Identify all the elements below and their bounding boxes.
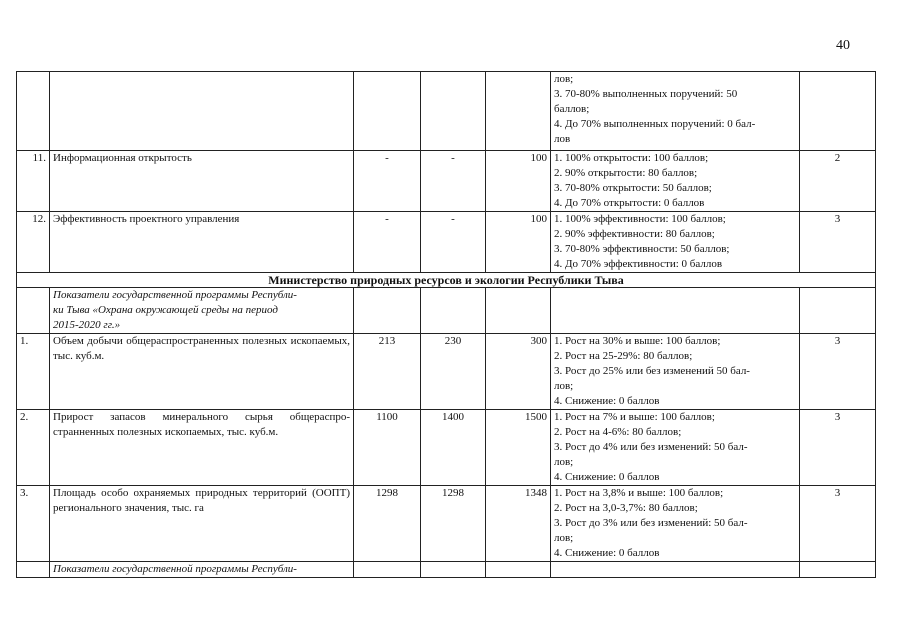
table-row	[17, 151, 876, 212]
value-2	[421, 72, 486, 151]
weight	[800, 72, 876, 151]
subheader-line: ки Тыва «Охрана окружающей среды на период	[53, 304, 278, 316]
value-1: 1298	[354, 486, 421, 562]
subheader-row	[17, 562, 876, 578]
criteria-line: 2. Рост на 4-6%: 80 баллов;	[554, 426, 682, 438]
criteria-line: 3. Рост до 3% или без изменений: 50 бал-	[554, 517, 748, 529]
indicator-name: Площадь особо охраняемых природных территорий (ООПТ) регионального значения, тыс. га	[50, 486, 354, 562]
criteria-line: 1. 100% эффективности: 100 баллов;	[554, 213, 726, 225]
value-1: -	[354, 151, 421, 212]
value-2: 1298	[421, 486, 486, 562]
criteria-cell	[551, 72, 800, 151]
empty-cell	[800, 288, 876, 334]
criteria-line: 3. 70-80% открытости: 50 баллов;	[554, 182, 712, 194]
empty-cell	[17, 562, 50, 578]
value-1	[354, 72, 421, 151]
criteria-line: 1. Рост на 30% и выше: 100 баллов;	[554, 335, 721, 347]
criteria-cell	[551, 334, 800, 410]
weight: 2	[800, 151, 876, 212]
criteria-line: баллов;	[554, 103, 590, 115]
indicator-name: Прирост запасов минерального сырья общераспро-странненных полезных ископаемых, тыс. куб.м.	[50, 410, 354, 486]
criteria-line: 2. 90% эффективности: 80 баллов;	[554, 228, 715, 240]
program-subheader: Показатели государственной программы Республи-	[50, 562, 354, 578]
weight: 3	[800, 212, 876, 273]
criteria-line: 1. 100% открытости: 100 баллов;	[554, 152, 709, 164]
criteria-line: лов	[554, 133, 571, 145]
criteria-cell	[551, 410, 800, 486]
section-title: Министерство природных ресурсов и экологии Республики Тыва	[17, 273, 876, 288]
empty-cell	[800, 562, 876, 578]
page-number: 40	[836, 38, 850, 53]
indicator-name: Эффективность проектного управления	[50, 212, 354, 273]
criteria-line: лов;	[554, 532, 574, 544]
criteria-line: лов;	[554, 380, 574, 392]
weight: 3	[800, 334, 876, 410]
criteria-cell	[551, 486, 800, 562]
value-3: 1500	[486, 410, 551, 486]
weight: 3	[800, 486, 876, 562]
criteria-line: 2. 90% открытости: 80 баллов;	[554, 167, 698, 179]
empty-cell	[421, 562, 486, 578]
criteria-line: 2. Рост на 25-29%: 80 баллов;	[554, 350, 693, 362]
row-number	[17, 72, 50, 151]
value-2: -	[421, 212, 486, 273]
row-number: 3.	[17, 486, 50, 562]
value-1: -	[354, 212, 421, 273]
subheader-line: Показатели государственной программы Республи-	[53, 289, 297, 301]
row-number: 2.	[17, 410, 50, 486]
value-3: 1348	[486, 486, 551, 562]
value-3: 300	[486, 334, 551, 410]
value-3	[486, 72, 551, 151]
criteria-line: 2. Рост на 3,0-3,7%: 80 баллов;	[554, 502, 698, 514]
criteria-line: 4. Снижение: 0 баллов	[554, 547, 660, 559]
value-3: 100	[486, 151, 551, 212]
empty-cell	[551, 562, 800, 578]
criteria-line: лов;	[554, 73, 574, 85]
criteria-line: 1. Рост на 3,8% и выше: 100 баллов;	[554, 487, 724, 499]
row-number: 12.	[17, 212, 50, 273]
criteria-line: лов;	[554, 456, 574, 468]
value-2: 230	[421, 334, 486, 410]
value-3: 100	[486, 212, 551, 273]
empty-cell	[354, 562, 421, 578]
criteria-cell	[551, 151, 800, 212]
empty-cell	[17, 288, 50, 334]
value-2: -	[421, 151, 486, 212]
table-row	[17, 334, 876, 410]
indicator-name: Объем добычи общераспространенных полезных ископаемых, тыс. куб.м.	[50, 334, 354, 410]
program-subheader	[50, 288, 354, 334]
value-1: 1100	[354, 410, 421, 486]
empty-cell	[486, 562, 551, 578]
table-row	[17, 212, 876, 273]
weight: 3	[800, 410, 876, 486]
row-number: 1.	[17, 334, 50, 410]
empty-cell	[486, 288, 551, 334]
criteria-line: 1. Рост на 7% и выше: 100 баллов;	[554, 411, 715, 423]
subheader-row	[17, 288, 876, 334]
empty-cell	[551, 288, 800, 334]
value-2: 1400	[421, 410, 486, 486]
criteria-line: 3. Рост до 25% или без изменений 50 бал-	[554, 365, 750, 377]
empty-cell	[421, 288, 486, 334]
empty-cell	[354, 288, 421, 334]
criteria-line: 4. Снижение: 0 баллов	[554, 471, 660, 483]
table-row	[17, 486, 876, 562]
subheader-line: 2015-2020 гг.»	[53, 319, 121, 331]
indicator-name	[50, 72, 354, 151]
criteria-cell	[551, 212, 800, 273]
indicator-name: Информационная открытость	[50, 151, 354, 212]
section-row	[17, 273, 876, 288]
value-1: 213	[354, 334, 421, 410]
table-row	[17, 410, 876, 486]
criteria-line: 3. 70-80% выполненных поручений: 50	[554, 88, 738, 100]
criteria-line: 3. 70-80% эффективности: 50 баллов;	[554, 243, 730, 255]
criteria-line: 4. Снижение: 0 баллов	[554, 395, 660, 407]
indicators-table	[16, 71, 876, 578]
row-number: 11.	[17, 151, 50, 212]
criteria-line: 4. До 70% выполненных поручений: 0 бал-	[554, 118, 756, 130]
criteria-line: 4. До 70% эффективности: 0 баллов	[554, 258, 723, 270]
table-row	[17, 72, 876, 151]
criteria-line: 4. До 70% открытости: 0 баллов	[554, 197, 705, 209]
criteria-line: 3. Рост до 4% или без изменений: 50 бал-	[554, 441, 748, 453]
